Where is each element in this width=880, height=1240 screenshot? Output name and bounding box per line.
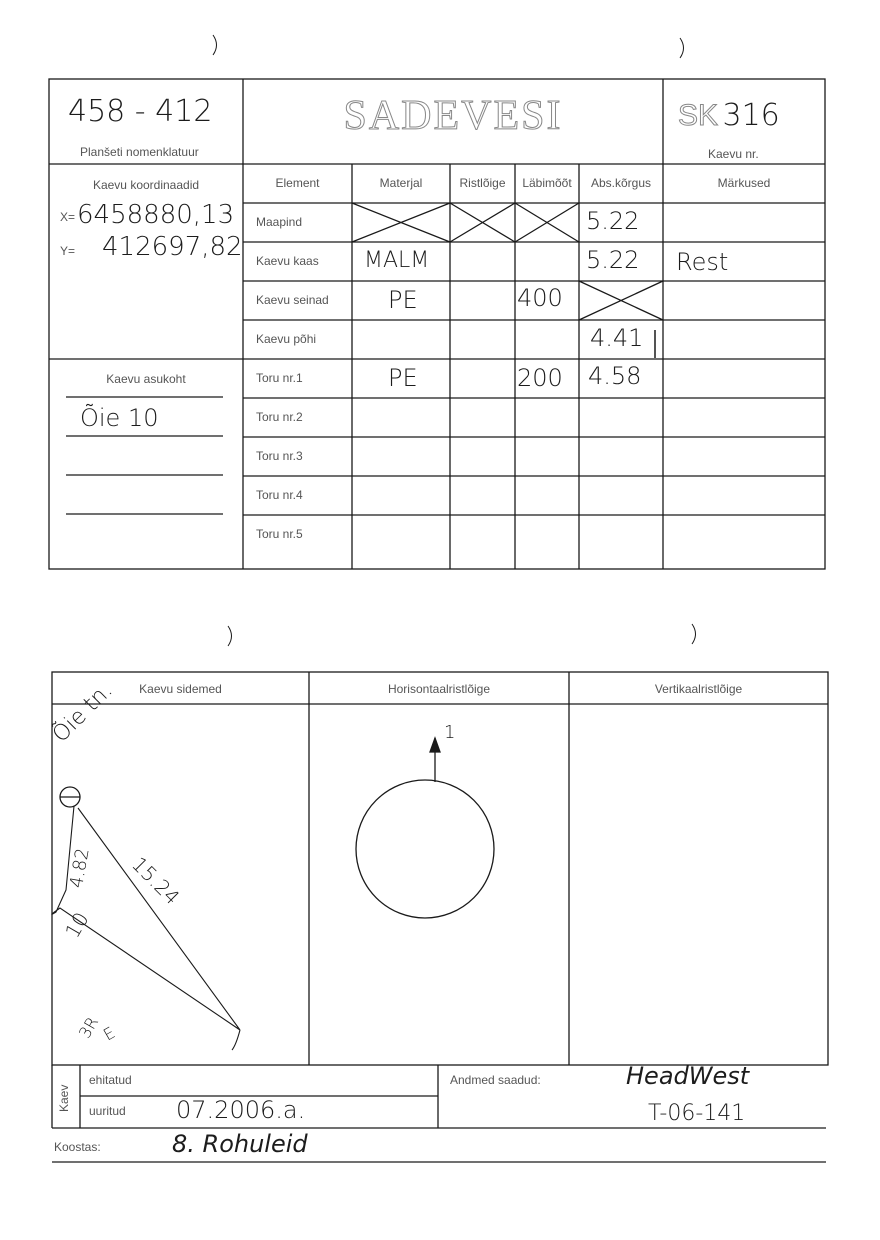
cell-seinad-material: PE: [388, 286, 418, 314]
horizontal-section-circle: [356, 780, 494, 918]
section-pipe-label: 1: [444, 722, 456, 743]
col-header-abs-height: Abs.kõrgus: [590, 176, 652, 190]
sketch-street-label: Õie tn.: [48, 678, 118, 748]
col-header-diameter: Läbimõõt: [522, 176, 572, 190]
well-number: [678, 98, 780, 133]
bottom-card-frame: [52, 672, 828, 1065]
row-label-kaevu-pohi: Kaevu põhi: [256, 332, 317, 346]
col-header-material: Materjal: [379, 176, 423, 190]
row-label-toru-2: Toru nr.2: [256, 410, 303, 424]
cell-seinad-diameter: 400: [517, 284, 563, 312]
sketch-house-number: 10: [60, 907, 94, 942]
cell-toru1-abs-height: 4.58: [588, 362, 642, 390]
cell-toru1-material: PE: [388, 364, 418, 392]
cell-kaas-abs-height: 5.22: [586, 246, 640, 274]
footer-side-label: Kaev: [57, 1084, 71, 1112]
footer-built-label: ehitatud: [89, 1073, 132, 1087]
row-label-kaevu-kaas: Kaevu kaas: [256, 254, 319, 268]
sketch-house-number-2: 3R: [75, 1013, 103, 1042]
cell-kaas-material: MALM: [364, 248, 430, 273]
row-label-toru-3: Toru nr.3: [256, 449, 303, 463]
row-label-toru-5: Toru nr.5: [256, 527, 303, 541]
punch-mark: [692, 624, 696, 644]
row-label-maapind: Maapind: [256, 215, 303, 229]
col-header-cross-section: Ristlõige: [459, 176, 506, 190]
cell-kaas-notes: Rest: [676, 248, 729, 276]
punch-mark: [680, 38, 684, 58]
form-title: SADEVESI: [343, 93, 563, 139]
footer-surveyed-label: uuritud: [89, 1104, 126, 1118]
footer-compiled-label: Koostas:: [54, 1140, 101, 1154]
footer-data-source-code: T-06-141: [648, 1101, 746, 1126]
well-number-prefix: SK: [678, 99, 719, 132]
header-vertical-section: Vertikaalristlõige: [654, 682, 743, 696]
well-number-value: 316: [722, 98, 780, 133]
col-header-notes: Märkused: [717, 176, 771, 190]
header-horizontal-section: Horisontaalristlõige: [387, 682, 491, 696]
coord-y-value: 412697,82: [102, 232, 243, 262]
coord-x-value: 6458880,13: [77, 200, 235, 230]
row-label-toru-1: Toru nr.1: [256, 371, 303, 385]
row-label-kaevu-seinad: Kaevu seinad: [256, 293, 329, 307]
punch-mark: [213, 35, 217, 55]
sketch-dim-b: 15.24: [127, 852, 185, 910]
cell-pohi-abs-height: 4.41: [590, 324, 644, 352]
row-label-toru-4: Toru nr.4: [256, 488, 303, 502]
coord-y-prefix: Y=: [60, 244, 76, 258]
footer-data-source-label: Andmed saadud:: [450, 1073, 541, 1087]
cell-maapind-abs-height: 5.22: [586, 207, 640, 235]
location-value: Õie 10: [80, 404, 159, 432]
nomenclature-value: 458 - 412: [68, 94, 213, 129]
sketch-dim-a: 4.82: [66, 846, 94, 890]
well-number-label: Kaevu nr.: [708, 147, 759, 161]
col-header-element: Element: [275, 176, 320, 190]
footer-surveyed-value: 07.2006.a.: [176, 1096, 306, 1124]
header-kaevu-sidemed: Kaevu sidemed: [139, 682, 222, 696]
nomenclature-label: Planšeti nomenklatuur: [80, 145, 199, 159]
punch-mark: [228, 626, 232, 646]
coordinates-label: Kaevu koordinaadid: [92, 178, 200, 192]
footer-compiled-value: 8. Rohuleid: [172, 1130, 308, 1158]
sketch-letter: E: [100, 1022, 119, 1045]
footer-data-source-value: HeadWest: [626, 1062, 750, 1090]
location-label: Kaevu asukoht: [106, 372, 186, 386]
cell-toru1-diameter: 200: [517, 364, 563, 392]
coord-x-prefix: X=: [60, 210, 76, 224]
